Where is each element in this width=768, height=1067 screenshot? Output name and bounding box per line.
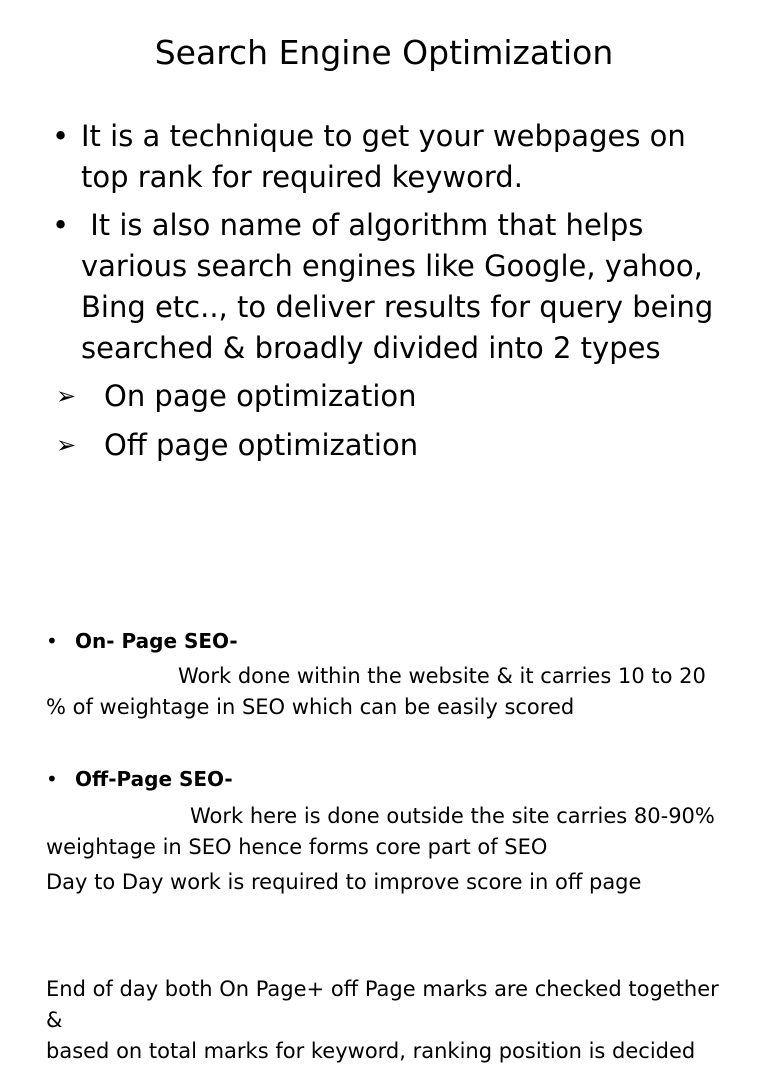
bullet-item-technique [52,116,742,198]
conclusion-line-2: based on total marks for keyword, ranking position is decided [46,1039,696,1063]
bullet-dot-icon: • [52,208,70,242]
bullet-text: It is a technique to get your webpages on top rank for required keyword. [81,119,686,194]
off-page-heading [46,764,736,795]
off-page-line-3: Day to Day work is required to improve score in off page [46,870,642,894]
main-bullet-list [52,116,742,474]
sub-item-off-page [52,425,742,466]
arrow-bullet-icon: ➢ [56,382,77,410]
on-page-line-2: % of weightage in SEO which can be easily scored [46,695,575,719]
bullet-dot-icon: • [46,767,58,791]
off-page-line-1: Work here is done outside the site carries 80-90% [190,804,715,828]
sub-item-text: On page optimization [104,379,417,413]
sub-item-on-page [52,376,742,417]
conclusion-section [46,974,736,1067]
bullet-dot-icon: • [46,629,58,653]
on-page-section [46,626,736,723]
bullet-dot-icon: • [52,119,70,153]
arrow-bullet-icon: ➢ [56,431,77,459]
bullet-item-algorithm [52,205,742,369]
off-page-line-2: weightage in SEO hence forms core part of SEO [46,835,548,859]
off-page-heading-text: Off-Page SEO- [75,767,233,791]
page-title: Search Engine Optimization [154,33,614,72]
sub-item-text: Off page optimization [104,428,419,462]
off-page-section [46,764,736,898]
on-page-line-1: Work done within the website & it carries 10 to 20 [178,664,706,688]
on-page-heading-text: On- Page SEO- [75,629,238,653]
on-page-heading [46,626,736,657]
conclusion-line-1: End of day both On Page+ off Page marks are checked together & [46,977,719,1032]
bullet-text: It is also name of algorithm that helps various search engines like Google, yahoo, Bing etc.., to deliver results for query being searched & broadly divided into 2 types [81,208,723,365]
